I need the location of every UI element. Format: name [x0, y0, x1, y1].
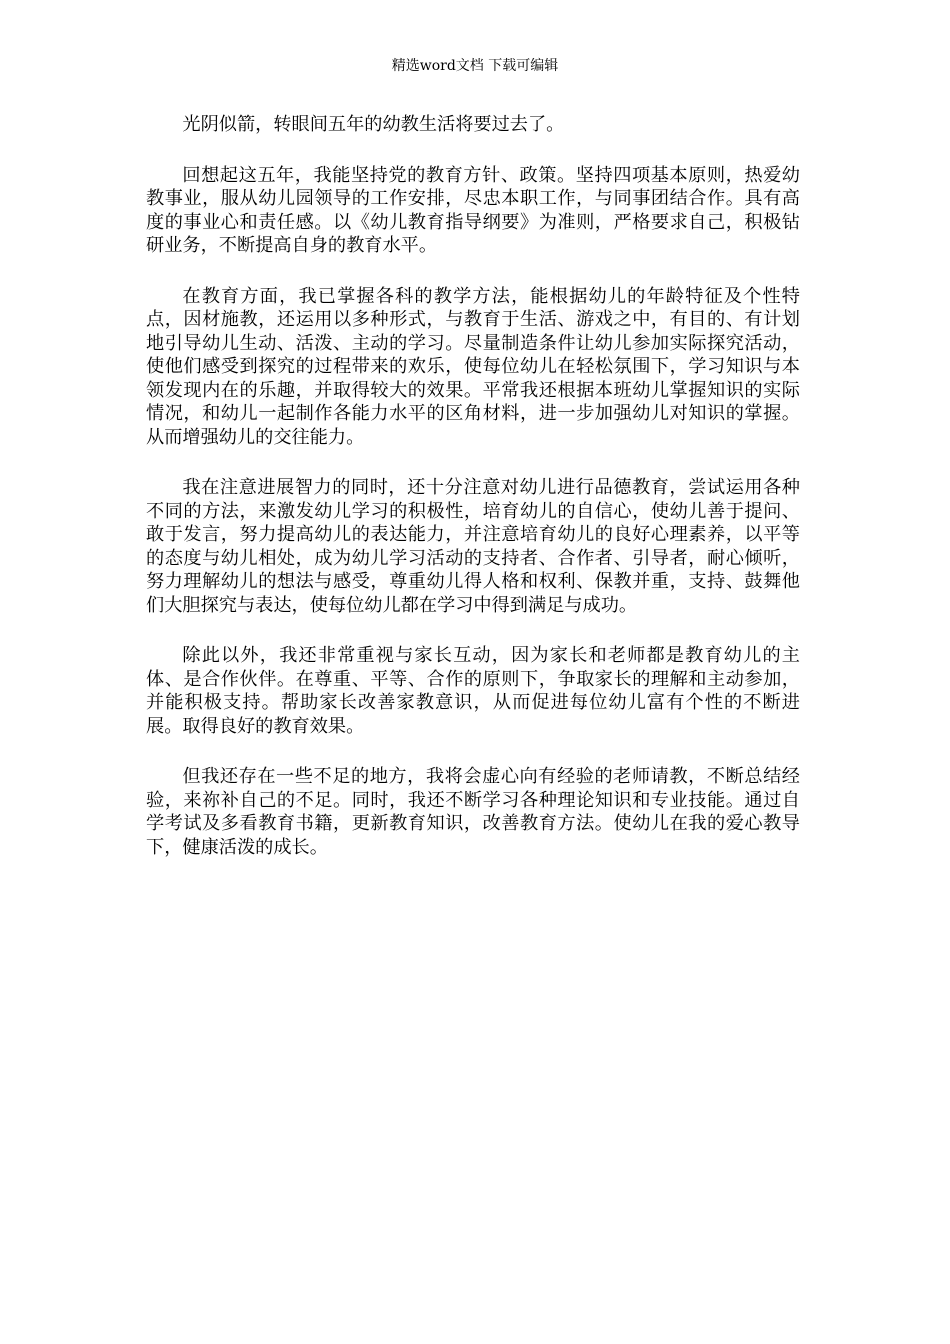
paragraph-4: 我在注意进展智力的同时，还十分注意对幼儿进行品德教育，尝试运用各种不同的方法，来激发幼儿学习的积极性，培育幼儿的自信心，使幼儿善于提问、敢于发言，努力提高幼儿的表达能力，并注意培育幼儿的良好心理素养，以平等的态度与幼儿相处，成为幼儿学习活动的支持者、合作者、引导者，耐心倾听，努力理解幼儿的想法与感受，尊重幼儿得人格和权利、保教并重，支持、鼓舞他们大胆探究与表达，使每位幼儿都在学习中得到满足与成功。 [146, 477, 800, 616]
paragraph-5: 除此以外，我还非常重视与家长互动，因为家长和老师都是教育幼儿的主体、是合作伙伴。在尊重、平等、合作的原则下，争取家长的理解和主动参加，并能积极支持。帮助家长改善家教意识，从而促进每位幼儿富有个性的不断进展。取得良好的教育效果。 [146, 645, 800, 737]
paragraph-1: 光阴似箭，转眼间五年的幼教生活将要过去了。 [182, 114, 565, 135]
paragraph-3: 在教育方面，我已掌握各科的教学方法，能根据幼儿的年龄特征及个性特点，因材施教，还运用以多种形式，与教育于生活、游戏之中，有目的、有计划地引导幼儿生动、活泼、主动的学习。尽量制造条件让幼儿参加实际探究活动，使他们感受到探究的过程带来的欢乐，使每位幼儿在轻松氛围下，学习知识与本领发现内在的乐趣，并取得较大的效果。平常我还根据本班幼儿掌握知识的实际情况，和幼儿一起制作各能力水平的区角材料，进一步加强幼儿对知识的掌握。从而增强幼儿的交往能力。 [146, 285, 800, 448]
document-body [146, 113, 800, 886]
page-header: 精选word文档 下载可编辑 [391, 58, 559, 74]
paragraph-6: 但我还存在一些不足的地方，我将会虚心向有经验的老师请教，不断总结经验，来祢补自己的不足。同时，我还不断学习各种理论知识和专业技能。通过自学考试及多看教育书籍，更新教育知识，改善教育方法。使幼儿在我的爱心教导下，健康活泼的成长。 [146, 766, 800, 858]
paragraph-2: 回想起这五年，我能坚持党的教育方针、政策。坚持四项基本原则，热爱幼教事业，服从幼儿园领导的工作安排，尽忠本职工作，与同事团结合作。具有高度的事业心和责任感。以《幼儿教育指导纲要》为准则，严格要求自己，积极钻研业务，不断提高自身的教育水平。 [146, 164, 800, 256]
